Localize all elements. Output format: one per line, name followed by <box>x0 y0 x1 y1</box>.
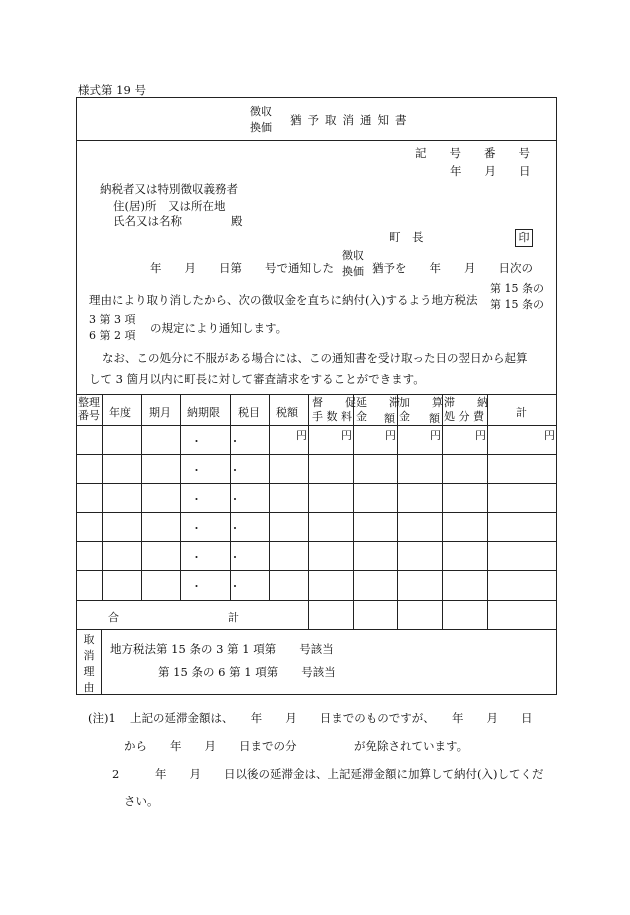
unit-yen: 円 <box>341 429 352 442</box>
header-nokigen: 納期限 <box>187 406 220 419</box>
col-line <box>397 394 398 629</box>
note1-line2: から 年 月 日までの分 が免除されています。 <box>124 739 469 753</box>
col-line <box>308 394 309 629</box>
col-line <box>141 394 142 600</box>
table-header-border <box>76 425 557 426</box>
header-seiri: 整理 番号 <box>78 396 100 422</box>
reason-line1: 地方税法第 15 条の 3 第 1 項第 号該当 <box>110 642 334 656</box>
note2-number: 2 <box>112 767 120 781</box>
issuer-title: 町 長 <box>389 230 424 244</box>
row-line <box>76 570 557 571</box>
reason-line2: 第 15 条の 6 第 1 項第 号該当 <box>158 665 336 679</box>
appeal-notice-line2: して 3 箇月以内に町長に対して審査請求をすることができます。 <box>89 372 425 386</box>
header-entai: 延 滞 金 <box>356 396 400 423</box>
body-line3-suffix: の規定により通知します。 <box>150 321 288 335</box>
addressee-label: 納税者又は特別徴収義務者 <box>100 182 238 196</box>
body-line1-type-bottom: 換価 <box>342 265 364 278</box>
appeal-notice-line1: なお、この処分に不服がある場合には、この通知書を受け取った日の翌日から起算 <box>102 351 528 365</box>
header-tokusoku: 督 促 手 数 料 <box>312 396 356 423</box>
reason-label: 取 消 理 由 <box>83 633 95 694</box>
row-line <box>76 600 557 601</box>
due-date-dots: ・ ・ <box>191 493 253 506</box>
unit-yen: 円 <box>544 429 555 442</box>
record-number-label: 記 号 番 号 <box>415 146 530 160</box>
note2-line1: 年 月 日以後の延滞金は、上記延滞金額に加算して納付(入)してくだ <box>155 767 544 781</box>
body-line1-suffix: 猶予を 年 月 日次の <box>372 261 533 275</box>
header-taino: 滞 納 処 分 費 <box>444 396 488 423</box>
body-line1-prefix: 年 月 日第 号で通知した <box>150 261 334 275</box>
row-line <box>76 512 557 513</box>
due-date-dots: ・ ・ <box>191 522 253 535</box>
name-label: 氏名又は名称 <box>113 214 182 228</box>
unit-yen: 円 <box>296 429 307 442</box>
law-item-bottom: 6 第 2 項 <box>89 329 136 342</box>
due-date-dots: ・ ・ <box>191 580 253 593</box>
col-line <box>269 394 270 600</box>
header-kasan: 加 算 金 <box>399 396 443 423</box>
due-date-dots: ・ ・ <box>191 464 253 477</box>
unit-yen: 円 <box>385 429 396 442</box>
row-line <box>76 541 557 542</box>
reason-col-line <box>101 629 102 695</box>
header-kei: 計 <box>516 406 527 419</box>
col-line <box>353 394 354 629</box>
unit-yen: 円 <box>475 429 486 442</box>
law-article-bottom: 第 15 条の <box>490 298 544 311</box>
col-line <box>442 394 443 629</box>
unit-yen: 円 <box>430 429 441 442</box>
row-line <box>76 483 557 484</box>
law-article-top: 第 15 条の <box>490 282 544 295</box>
total-row-border <box>76 629 557 630</box>
address-label: 住(居)所 又は所在地 <box>113 199 226 213</box>
seal-mark: 印 <box>515 229 533 247</box>
note1-line1: 上記の延滞金額は、 年 月 日までのものですが、 年 月 日 <box>130 711 533 725</box>
body-line2: 理由により取り消したから、次の徴収金を直ちに納付(入)するよう地方税法 <box>89 293 478 307</box>
law-item-top: 3 第 3 項 <box>89 313 136 326</box>
table-top-border <box>76 394 557 395</box>
col-line <box>180 394 181 600</box>
form-number: 様式第 19 号 <box>78 83 146 97</box>
body-line1-type-top: 徴収 <box>342 249 364 262</box>
notes-prefix: (注)1 <box>88 711 116 725</box>
header-zeimoku: 税目 <box>238 406 260 419</box>
row-line <box>76 454 557 455</box>
header-kizuki: 期月 <box>149 406 171 419</box>
note2-line2: さい。 <box>124 794 159 808</box>
title-divider <box>76 140 557 141</box>
header-entai-suffix: 額 <box>384 412 395 425</box>
col-line <box>487 394 488 629</box>
due-date-dots: ・ ・ <box>191 551 253 564</box>
document-title: 猶予取消通知書 <box>290 113 413 127</box>
title-type-bottom: 換価 <box>250 121 272 134</box>
due-date-dots: ・ ・ <box>191 435 253 448</box>
total-label-right: 計 <box>228 611 239 624</box>
header-zeigaku: 税額 <box>276 406 298 419</box>
col-line <box>102 394 103 600</box>
header-kasan-suffix: 額 <box>429 412 440 425</box>
total-label-left: 合 <box>108 611 119 624</box>
title-type-top: 徴収 <box>250 105 272 118</box>
honorific: 殿 <box>231 214 243 228</box>
header-nendo: 年度 <box>109 406 131 419</box>
date-label: 年 月 日 <box>450 164 531 178</box>
